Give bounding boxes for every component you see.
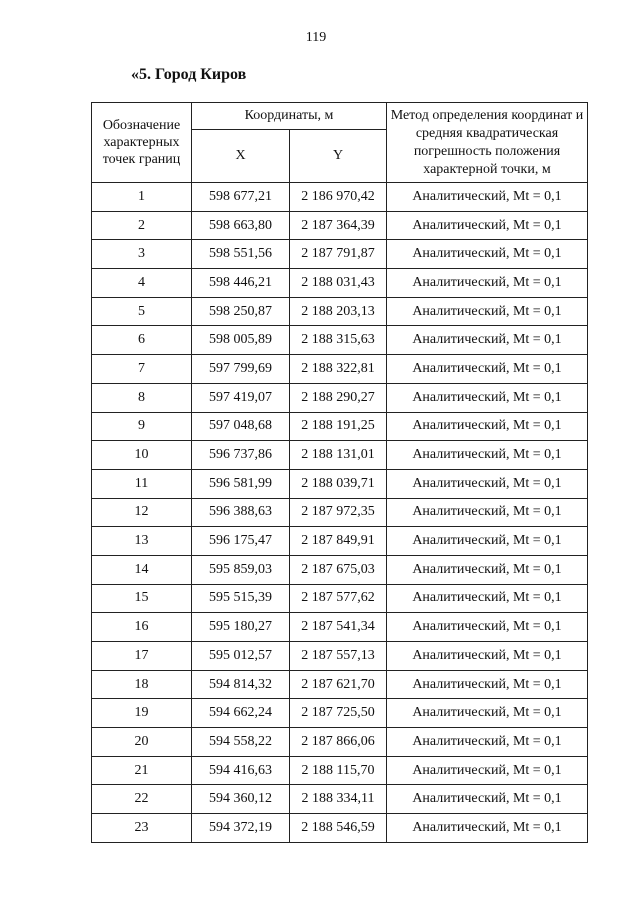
cell-point-number: 11 [92,469,192,498]
table-row [92,814,588,843]
cell-x: 594 662,24 [192,699,290,728]
cell-method: Аналитический, Mt = 0,1 [387,613,588,642]
cell-point-number: 9 [92,412,192,441]
table-row [92,555,588,584]
cell-method: Аналитический, Mt = 0,1 [387,728,588,757]
header-coordinates: Координаты, м [192,103,387,130]
cell-point-number: 7 [92,355,192,384]
header-x: X [192,130,290,183]
page-number: 119 [305,30,327,45]
table-row [92,441,588,470]
coordinates-table [91,102,588,843]
table-row [92,297,588,326]
cell-method: Аналитический, Mt = 0,1 [387,584,588,613]
cell-y: 2 188 115,70 [290,756,387,785]
table-row [92,756,588,785]
cell-method: Аналитический, Mt = 0,1 [387,670,588,699]
cell-y: 2 188 546,59 [290,814,387,843]
cell-x: 598 663,80 [192,211,290,240]
cell-point-number: 16 [92,613,192,642]
cell-method: Аналитический, Mt = 0,1 [387,269,588,298]
table-row [92,584,588,613]
cell-method: Аналитический, Mt = 0,1 [387,383,588,412]
cell-method: Аналитический, Mt = 0,1 [387,297,588,326]
cell-point-number: 17 [92,642,192,671]
cell-x: 597 048,68 [192,412,290,441]
cell-point-number: 19 [92,699,192,728]
cell-x: 598 446,21 [192,269,290,298]
table-row [92,498,588,527]
cell-y: 2 187 577,62 [290,584,387,613]
table-row [92,183,588,212]
table-row [92,728,588,757]
cell-y: 2 187 621,70 [290,670,387,699]
cell-x: 596 388,63 [192,498,290,527]
cell-y: 2 187 725,50 [290,699,387,728]
cell-point-number: 22 [92,785,192,814]
cell-method: Аналитический, Mt = 0,1 [387,527,588,556]
table-row [92,269,588,298]
table-header [92,103,588,183]
cell-x: 598 005,89 [192,326,290,355]
cell-method: Аналитический, Mt = 0,1 [387,441,588,470]
cell-method: Аналитический, Mt = 0,1 [387,240,588,269]
cell-x: 594 814,32 [192,670,290,699]
cell-y: 2 188 334,11 [290,785,387,814]
cell-point-number: 6 [92,326,192,355]
cell-point-number: 1 [92,183,192,212]
cell-y: 2 188 203,13 [290,297,387,326]
cell-point-number: 3 [92,240,192,269]
cell-method: Аналитический, Mt = 0,1 [387,756,588,785]
cell-y: 2 188 131,01 [290,441,387,470]
cell-point-number: 15 [92,584,192,613]
table-row [92,613,588,642]
cell-x: 596 581,99 [192,469,290,498]
cell-y: 2 188 315,63 [290,326,387,355]
cell-y: 2 188 322,81 [290,355,387,384]
cell-y: 2 187 849,91 [290,527,387,556]
cell-point-number: 13 [92,527,192,556]
cell-y: 2 187 364,39 [290,211,387,240]
cell-y: 2 188 039,71 [290,469,387,498]
cell-x: 597 799,69 [192,355,290,384]
table-row [92,412,588,441]
cell-point-number: 23 [92,814,192,843]
cell-y: 2 187 866,06 [290,728,387,757]
header-method: Метод определения координат и средняя квадратическая погрешность положения характерной точки, м [387,103,588,183]
table-row [92,699,588,728]
cell-point-number: 18 [92,670,192,699]
table-row [92,211,588,240]
header-designation: Обозначение характерных точек границ [92,103,192,183]
cell-x: 598 551,56 [192,240,290,269]
cell-y: 2 187 972,35 [290,498,387,527]
table-body [92,183,588,843]
cell-point-number: 4 [92,269,192,298]
cell-method: Аналитический, Mt = 0,1 [387,469,588,498]
cell-point-number: 10 [92,441,192,470]
cell-x: 595 515,39 [192,584,290,613]
cell-y: 2 187 791,87 [290,240,387,269]
cell-method: Аналитический, Mt = 0,1 [387,785,588,814]
table-row [92,355,588,384]
cell-y: 2 188 290,27 [290,383,387,412]
header-y: Y [290,130,387,183]
cell-point-number: 2 [92,211,192,240]
cell-point-number: 5 [92,297,192,326]
cell-method: Аналитический, Mt = 0,1 [387,814,588,843]
table-row [92,240,588,269]
cell-y: 2 188 191,25 [290,412,387,441]
cell-method: Аналитический, Mt = 0,1 [387,326,588,355]
cell-method: Аналитический, Mt = 0,1 [387,555,588,584]
table-row [92,469,588,498]
cell-method: Аналитический, Mt = 0,1 [387,642,588,671]
cell-method: Аналитический, Mt = 0,1 [387,699,588,728]
section-title: «5. Город Киров [131,66,247,83]
cell-x: 595 012,57 [192,642,290,671]
cell-x: 597 419,07 [192,383,290,412]
cell-y: 2 188 031,43 [290,269,387,298]
cell-method: Аналитический, Mt = 0,1 [387,183,588,212]
cell-point-number: 14 [92,555,192,584]
cell-method: Аналитический, Mt = 0,1 [387,211,588,240]
cell-method: Аналитический, Mt = 0,1 [387,355,588,384]
cell-x: 594 372,19 [192,814,290,843]
cell-method: Аналитический, Mt = 0,1 [387,412,588,441]
table-row [92,527,588,556]
cell-x: 596 175,47 [192,527,290,556]
cell-point-number: 21 [92,756,192,785]
cell-x: 598 677,21 [192,183,290,212]
table-row [92,642,588,671]
cell-x: 594 558,22 [192,728,290,757]
cell-y: 2 187 675,03 [290,555,387,584]
cell-x: 594 360,12 [192,785,290,814]
cell-x: 596 737,86 [192,441,290,470]
cell-x: 594 416,63 [192,756,290,785]
table-row [92,670,588,699]
cell-point-number: 8 [92,383,192,412]
cell-x: 595 859,03 [192,555,290,584]
table-row [92,785,588,814]
cell-y: 2 187 541,34 [290,613,387,642]
cell-point-number: 12 [92,498,192,527]
cell-method: Аналитический, Mt = 0,1 [387,498,588,527]
cell-y: 2 186 970,42 [290,183,387,212]
cell-y: 2 187 557,13 [290,642,387,671]
table-row [92,383,588,412]
cell-x: 598 250,87 [192,297,290,326]
table-row [92,326,588,355]
cell-x: 595 180,27 [192,613,290,642]
cell-point-number: 20 [92,728,192,757]
